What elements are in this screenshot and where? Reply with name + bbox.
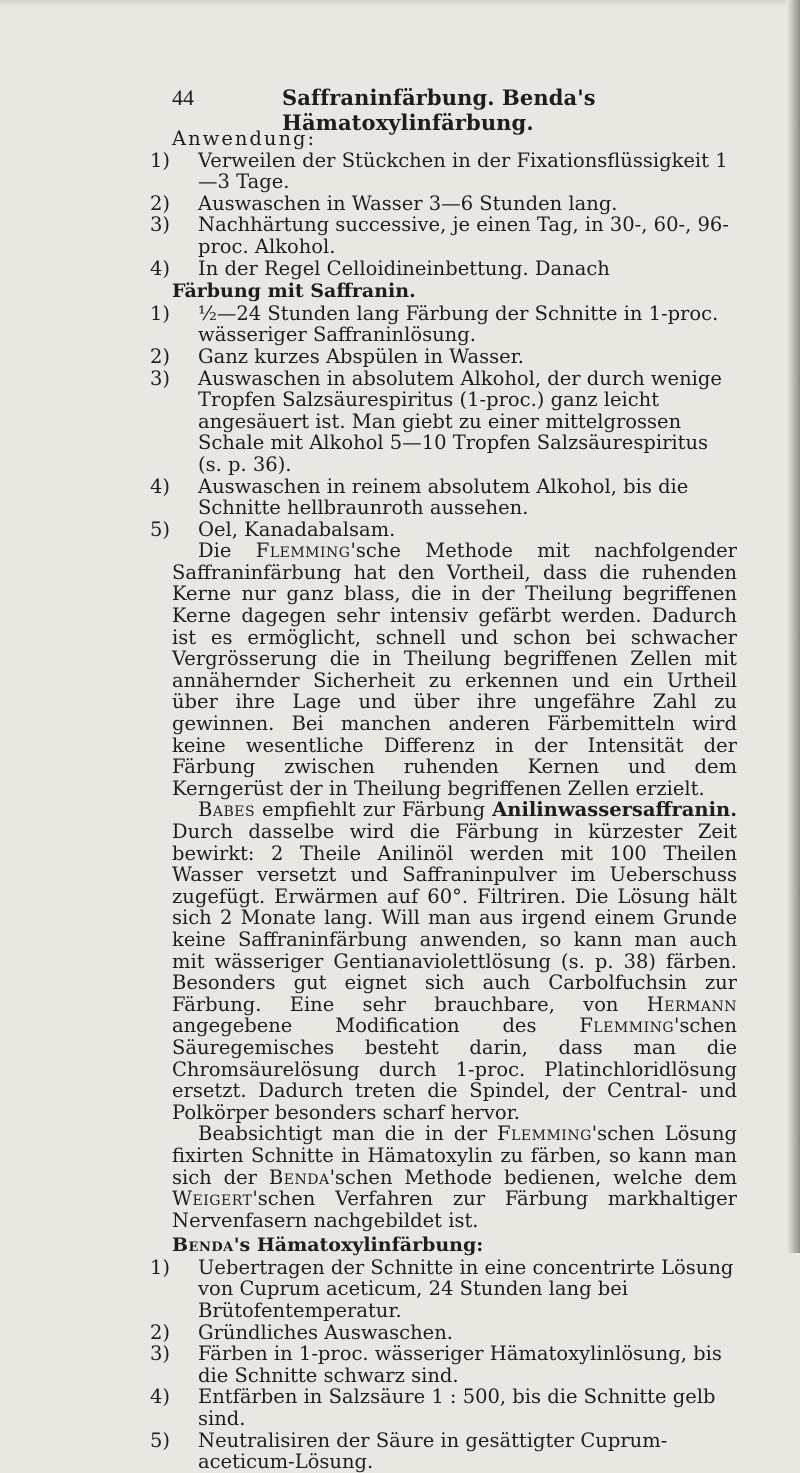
emphasis-term: Anilinwassersaffranin.	[492, 798, 737, 822]
author-name: Weigert	[172, 1187, 253, 1211]
page-number: 44	[172, 85, 194, 110]
list-item: 2) Auswaschen in Wasser 3—6 Stunden lang.	[150, 191, 618, 215]
header-title: Saffraninfärbung. Benda's Hämatoxylinfärbung.	[282, 85, 596, 135]
paragraph-babes: Babes empfiehlt zur Färbung Anilinwassersaffranin. Durch dasselbe wird die Färbung in kürzester Zeit bewirkt: 2 Theile Anilinöl werden mit 100 Theilen Wasser versetzt und Saffraninpulver im Ueberschuss zugefügt. Erwärmen auf 60°. Filtriren. Die Lösung hält sich 2 Monate lang. Will man aus irgend einem Grunde keine Saffraninfärbung anwenden, so kann man auch mit wässeriger Gentianaviolettlösung (s. p. 38) färben. Besonders gut eignet sich auch Carbolfuchsin zur Färbung. Eine sehr brauchbare, von Hermann angegebene Modification des Flemming'schen Säuregemisches besteht darin, dass man die Chromsäurelösung durch 1-proc. Platinchloridlösung ersetzt. Dadurch treten die Spindel, der Central- und Polkörper besonders scharf hervor.	[172, 798, 737, 1124]
page-body	[150, 127, 737, 1473]
author-name: Flemming	[255, 539, 351, 563]
list-item: 1) Uebertragen der Schnitte in eine concentrirte Lösung von Cuprum aceticum, 24 Stunden lang bei Brütofentemperatur.	[150, 1255, 734, 1323]
list-item: 1) Verweilen der Stückchen in der Fixationsflüssigkeit 1—3 Tage.	[150, 148, 728, 194]
list-item: 5) Neutralisiren der Säure in gesättigter Cuprum-aceticum-Lösung.	[150, 1428, 668, 1473]
author-name: Hermann	[646, 992, 737, 1016]
list-item: 3) Nachhärtung successive, je einen Tag, in 30-, 60-, 96-proc. Alkohol.	[150, 213, 729, 258]
list-item: 4) In der Regel Celloidineinbettung. Danach	[150, 256, 610, 280]
scan-shadow-top	[0, 0, 800, 6]
section-heading-saffranin: Färbung mit Saffranin.	[172, 280, 416, 303]
author-name: Benda	[268, 1165, 330, 1189]
list-item: 1) ½—24 Stunden lang Färbung der Schnitte in 1-proc. wässeriger Saffraninlösung.	[150, 301, 719, 347]
list-item: 4) Entfärben in Salzsäure 1 : 500, bis die Schnitte gelb sind.	[150, 1385, 716, 1431]
list-item: 5) Oel, Kanadabalsam.	[150, 517, 396, 541]
paragraph-hematoxylin-intro: Beabsichtigt man die in der Flemming'schen Lösung fixirten Schnitte in Hämatoxylin zu färben, so kann man sich der Benda'schen Methode bedienen, welche dem Weigert'schen Verfahren zur Färbung markhaltiger Nervenfasern nachgebildet ist.	[172, 1122, 737, 1232]
list-item: 3) Färben in 1-proc. wässeriger Hämatoxylinlösung, bis die Schnitte schwarz sind.	[150, 1342, 722, 1387]
list-item: 3) Auswaschen in absolutem Alkohol, der durch wenige Tropfen Salzsäurespiritus (1-proc.) ganz leicht angesäuert ist. Man giebt zu einer mittelgrossen Schale mit Alkohol 5—10 Tropfen Salzsäurespiritus (s. p. 36).	[150, 366, 722, 476]
list-item: 4) Auswaschen in reinem absolutem Alkohol, bis die Schnitte hellbraunroth aussehen.	[150, 474, 689, 520]
list-item: 2) Ganz kurzes Abspülen in Wasser.	[150, 344, 524, 368]
list-item: 2) Gründliches Auswaschen.	[150, 1320, 453, 1344]
author-name: Babes	[198, 798, 256, 822]
author-name: Flemming	[579, 1014, 675, 1038]
section-heading-benda: Benda's Hämatoxylinfärbung:	[172, 1234, 484, 1257]
page-edge-shadow	[786, 0, 800, 1253]
author-name: Flemming	[497, 1122, 592, 1146]
anwendung-label: Anwendung:	[172, 127, 317, 150]
paragraph-flemming-method: Die Flemming'sche Methode mit nachfolgender Saffraninfärbung hat den Vortheil, dass die ruhenden Kerne nur ganz blass, die in der Theilung begriffenen Kerne dagegen sehr intensiv gefärbt werden. Dadurch ist es ermöglicht, schnell und schon bei schwacher Vergrösserung die in Theilung begriffenen Zellen mit annähernder Sicherheit zu erkennen und ein Urtheil über ihre Lage und über ihre ungefähre Zahl zu gewinnen. Bei manchen anderen Färbemitteln wird keine wesentliche Differenz in der Intensität der Färbung zwischen ruhenden Kernen und dem Kerngerüst der in Theilung begriffenen Zellen erzielt.	[172, 539, 737, 800]
